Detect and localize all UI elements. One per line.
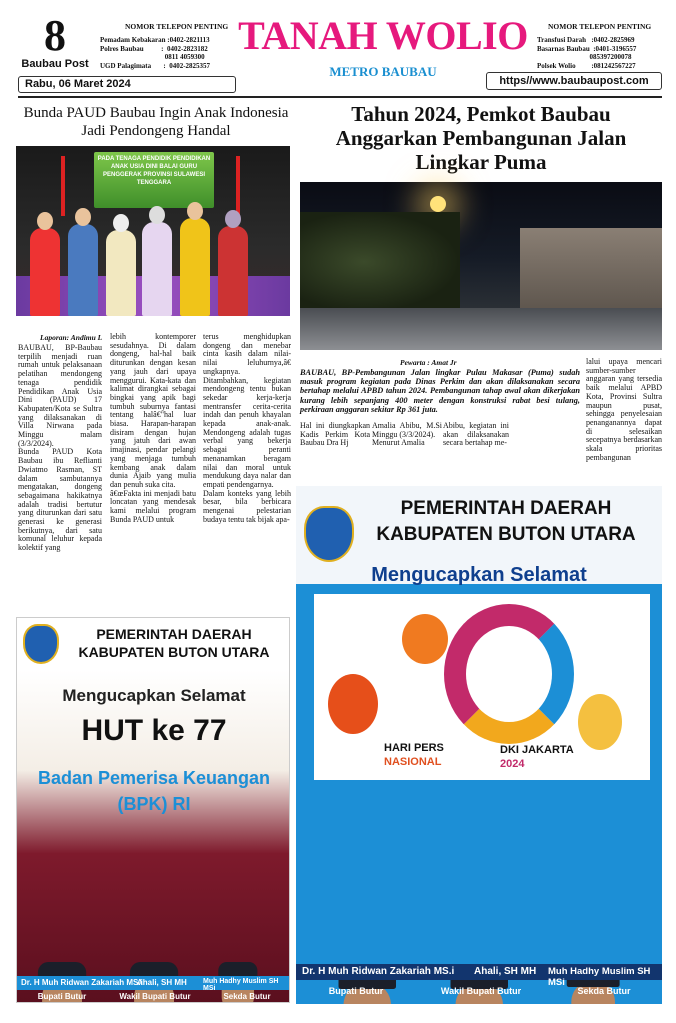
header-divider	[18, 96, 662, 98]
hpn-logo-panel	[314, 594, 650, 780]
ad-left-line1: PEMERINTAH DAERAH	[96, 626, 252, 642]
article2-reporter: Pewarta : Amat Jr	[400, 358, 457, 367]
person-figure	[68, 224, 98, 316]
article1-column2: lebih kontemporer sesudahnya. Di dalam dongeng, hal-hal baik diturunkan dengan kesan yang jauh dari upaya menggurui. Kata-kata dan kalimat dirangkai sebagai bingkai yang apik bagi tumbuh suburnya fantasi tentang halâ€"hal luar biasa. Harapan-harapan disiram dengan hujan yang jatuh dari awan imajinasi, pendar pelangi yang menjaga tumbuh kembang anak dalam dunia Ajaib yang mulia dan penuh suka cita. â€œFakta ini menjadi batu loncatan yang mendesak kami melalui program Bunda PAUD untuk	[110, 333, 196, 524]
official-name-3: Muh Hadhy Muslim SH MSi	[548, 966, 651, 988]
article2-column3: Abibu, kegiatan ini akan dilaksanakan secara bertahap me-	[443, 421, 509, 448]
flag-icon	[61, 156, 65, 216]
hpn-label-1: HARI PERS	[384, 742, 444, 754]
regency-emblem-icon	[304, 506, 354, 562]
ad-left-event: HUT ke 77	[81, 714, 227, 747]
masthead-subtitle: METRO BAUBAU	[329, 64, 437, 79]
official-name-3: Muh Hadhy Muslim SH MSi	[203, 978, 279, 992]
article1-headline: Bunda PAUD Baubau Ingin Anak Indonesia Jadi Pendongeng Handal	[23, 105, 289, 139]
article2-column1: Hal ini diungkapkan Kadis Perkim Kota Baubau Dra Hj	[300, 421, 370, 448]
right-contacts-title: NOMOR TELEPON PENTING	[548, 22, 652, 31]
tree-silhouette	[300, 212, 460, 312]
official-role-3: Sekda Butur	[577, 986, 631, 996]
official-role-2: Wakil Bupati Butur	[119, 992, 191, 1001]
left-contacts-title: NOMOR TELEPON PENTING	[125, 22, 229, 31]
hpn-year: 2024	[500, 758, 525, 770]
page-number: 8	[44, 11, 66, 60]
article2-lead: BAUBAU, BP-Pembangunan Jalan lingkar Pulau Makasar (Puma) sudah masuk program kegiatan pada Dinas Perkim dan akan dilaksanakan secara bertahap melalui APBD tahun 2024. Pembangunan tahap awal akan dikerjakan kurang lebih sepanjang 400 meter dengan konstruksi rabat besi tulang, perkiraan anggaran sekitar Rp 361 juta.	[300, 368, 580, 414]
ad-left-org: Badan Pemerisa Keuangan	[37, 768, 271, 788]
article2-headline: Tahun 2024, Pemkot Baubau Anggarkan Pembangunan Jalan Lingkar Puma	[335, 102, 627, 174]
house-shape	[520, 228, 662, 318]
road-surface	[300, 308, 662, 350]
official-name-2: Ahali, SH MH	[137, 978, 187, 987]
mascot-icon	[578, 694, 622, 750]
mascot-icon	[328, 674, 378, 734]
ad-left-line2: KABUPATEN BUTON UTARA	[78, 644, 270, 660]
official-role-1: Bupati Butur	[37, 992, 87, 1001]
article1-reporter: Laporan: Andimu L	[40, 333, 103, 342]
event-banner: PADA TENAGA PENDIDIK PENDIDIKAN ANAK USIA DINI BALAI GURU PENGGERAK PROVINSI SULAWESI TENGGARA	[94, 152, 214, 208]
ad-hut-bpk	[16, 617, 290, 1003]
person-figure	[218, 226, 248, 316]
regency-emblem-icon	[23, 624, 59, 664]
article1-column1: BAUBAU, BP-Baubau terpilih menjadi ruan rumah untuk pelaksanaan pelatihan mendongeng tenaga pendidik Pendidikan Anak Usia Dini (PAUD) 17 Kabupaten/Kota se Sultra yang dilaksanakan di Villa Nirwana pada Minggu malam (3/3/2024). Bunda PAUD Kota Baubau ibu Reflianti Dwiatmo Rasman, ST dalam sambutannya mengatakan, dongeng sebagaimana hakikatnya adalah tradisi bertutur yang diturunkan dari satu generasi ke generasi berikutnya, dari satu komunal leluhur kepada kolektif yang	[18, 344, 102, 553]
official-name-2: Ahali, SH MH	[474, 966, 537, 977]
article1-photo	[16, 146, 290, 316]
official-role-1: Bupati Butur	[328, 986, 384, 996]
person-figure	[106, 230, 136, 316]
ad-left-greeting: Mengucapkan Selamat	[62, 686, 246, 705]
paper-name: Baubau Post	[21, 58, 89, 70]
ad-hpn	[296, 486, 662, 1004]
flag-icon	[236, 156, 240, 216]
streetlight-icon	[430, 196, 446, 212]
person-figure	[30, 228, 60, 316]
person-figure	[180, 218, 210, 316]
ad-left-org-abbr: (BPK) RI	[117, 794, 191, 814]
ad-right-line2: KABUPATEN BUTON UTARA	[376, 524, 636, 545]
right-contacts: Transfusi Darah :0402-2825969 Basarnas Baubau :0401-3196557 085397200078 Polsek Wolio :081242567227	[537, 36, 637, 70]
website-link[interactable]: https//www.baubaupost.com	[486, 72, 662, 90]
article2-photo	[300, 182, 662, 350]
tiger-mascot-icon	[402, 614, 448, 664]
article2-column2: Amalia Abibu, M.Si Minggu (3/3/2024). Menurut Amalia	[372, 421, 442, 448]
hpn-label-2: NASIONAL	[384, 756, 442, 768]
person-figure	[142, 222, 172, 316]
masthead-title: TANAH WOLIO	[238, 13, 528, 58]
left-contacts: Pemadam Kebakaran :0402-2821113 Polres Baubau : 0402-2823182 0811 4059300 UGD Palagimata : 0402-2825357	[100, 36, 211, 70]
ad-right-greeting: Mengucapkan Selamat	[371, 564, 587, 586]
official-name-1: Dr. H Muh Ridwan Zakariah MS.i	[302, 966, 455, 977]
article2-column4: lalui upaya mencari sumber-sumber anggaran yang tersedia baik melalui APBD Kota, Provinsi Sultra maupun pusat, sehingga penyelesaian penanganannya dapat di selesaikan secepatnya berdasarkan skala prioritas pembangunan	[586, 358, 662, 462]
issue-date: Rabu, 06 Maret 2024	[18, 76, 236, 93]
official-role-2: Wakil Bupati Butur	[440, 986, 522, 996]
article1-column3: terus menghidupkan dongeng dan menebar cinta kasih dalam nilai-nilai leluhurnya,â€ ungkapnya. Ditambahkan, kegiatan mendongeng tentu bukan sekedar kerja-kerja mentransfer cerita-cerita indah dan penuh khayalan kepada anak-anak. Mendongeng adalah tugas verbal yang bekerja sebagai peranti menanamkan beragam nilai dan moral untuk mendukung daya nalar dan empati pendengarnya. Dalam konteks yang lebih besar, bila berbicara mengenai pelestarian budaya tentu tak bijak apa-	[203, 333, 291, 524]
hpn-city: DKI JAKARTA	[500, 744, 574, 756]
hpn-logo-icon	[444, 604, 574, 744]
official-name-1: Dr. H Muh Ridwan Zakariah MS.i	[21, 978, 143, 987]
ad-right-line1: PEMERINTAH DAERAH	[400, 498, 612, 519]
official-role-3: Sekda Butur	[223, 992, 271, 1001]
